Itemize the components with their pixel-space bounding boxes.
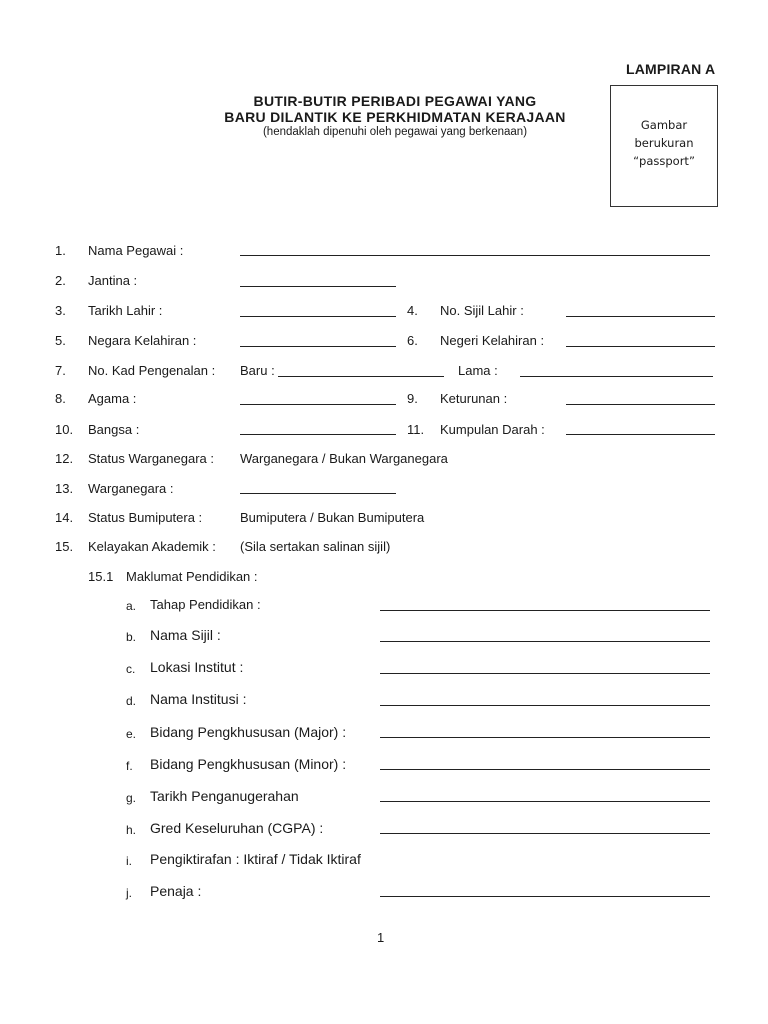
item-letter: f. xyxy=(126,759,133,773)
photo-box-line-1: Gambar xyxy=(640,118,688,132)
field-label-warganegara: Warganegara : xyxy=(88,481,174,496)
photo-box-line-3: “passport” xyxy=(633,154,695,168)
nama-pegawai-input-line[interactable] xyxy=(240,255,710,256)
tarikh-penganugerahan-input-line[interactable] xyxy=(380,801,710,802)
item-letter: a. xyxy=(126,599,137,613)
field-label-jantina: Jantina : xyxy=(88,273,138,288)
field-number: 11. xyxy=(407,422,425,437)
ic-lama-input-line[interactable] xyxy=(520,376,713,377)
kumpulan-darah-input-line[interactable] xyxy=(566,434,715,435)
field-label-negara-kelahiran: Negara Kelahiran : xyxy=(88,333,197,348)
item-label-gred-keseluruhan: Gred Keseluruhan (CGPA) : xyxy=(150,820,324,836)
field-number: 9. xyxy=(407,391,418,406)
field-number: 10. xyxy=(55,422,74,437)
field-number: 6. xyxy=(407,333,418,348)
field-label-nama-pegawai: Nama Pegawai : xyxy=(88,243,184,258)
form-title-line-2: BARU DILANTIK KE PERKHIDMATAN KERAJAAN xyxy=(224,109,566,125)
warganegara-input-line[interactable] xyxy=(240,493,396,494)
gred-keseluruhan-input-line[interactable] xyxy=(380,833,710,834)
field-label-negeri-kelahiran: Negeri Kelahiran : xyxy=(440,333,545,348)
field-label-kumpulan-darah: Kumpulan Darah : xyxy=(440,422,545,437)
item-letter: d. xyxy=(126,694,137,708)
form-subtitle: (hendaklah dipenuhi oleh pegawai yang berkenaan) xyxy=(262,126,528,138)
field-label-no-sijil-lahir: No. Sijil Lahir : xyxy=(440,303,524,318)
item-label-tarikh-penganugerahan: Tarikh Penganugerahan xyxy=(150,788,299,804)
ic-baru-input-line[interactable] xyxy=(278,376,444,377)
item-label-bidang-major: Bidang Pengkhususan (Major) : xyxy=(150,724,347,740)
field-number: 15. xyxy=(55,539,74,554)
photo-box-line-2: berukuran xyxy=(634,136,694,150)
ic-baru-label: Baru : xyxy=(240,363,275,378)
ic-lama-label: Lama : xyxy=(458,363,498,378)
bangsa-input-line[interactable] xyxy=(240,434,396,435)
field-number: 13. xyxy=(55,481,74,496)
appendix-label: LAMPIRAN A xyxy=(626,61,716,77)
item-letter: e. xyxy=(126,727,137,741)
item-label-bidang-minor: Bidang Pengkhususan (Minor) : xyxy=(150,756,347,772)
tahap-pendidikan-input-line[interactable] xyxy=(380,610,710,611)
form-title-block xyxy=(160,93,630,140)
section-label-maklumat-pendidikan: Maklumat Pendidikan : xyxy=(126,569,258,584)
field-label-tarikh-lahir: Tarikh Lahir : xyxy=(88,303,163,318)
field-label-status-warganegara: Status Warganegara : xyxy=(88,451,214,466)
jantina-input-line[interactable] xyxy=(240,286,396,287)
item-label-nama-sijil: Nama Sijil : xyxy=(150,627,221,643)
no-sijil-lahir-input-line[interactable] xyxy=(566,316,715,317)
field-label-kelayakan-akademik: Kelayakan Akademik : xyxy=(88,539,216,554)
item-letter: b. xyxy=(126,630,137,644)
form-title-line-1: BUTIR-BUTIR PERIBADI PEGAWAI YANG xyxy=(253,93,537,109)
negara-kelahiran-input-line[interactable] xyxy=(240,346,396,347)
field-number: 5. xyxy=(55,333,66,348)
item-label-pengiktirafan[interactable]: Pengiktirafan : Iktiraf / Tidak Iktiraf xyxy=(150,851,361,867)
nama-institusi-input-line[interactable] xyxy=(380,705,710,706)
status-bumiputera-options[interactable]: Bumiputera / Bukan Bumiputera xyxy=(240,510,425,525)
page-number: 1 xyxy=(377,930,385,945)
kelayakan-akademik-note: (Sila sertakan salinan sijil) xyxy=(240,539,391,554)
item-label-tahap-pendidikan: Tahap Pendidikan : xyxy=(150,597,261,612)
tarikh-lahir-input-line[interactable] xyxy=(240,316,396,317)
field-number: 3. xyxy=(55,303,66,318)
lokasi-institut-input-line[interactable] xyxy=(380,673,710,674)
item-label-nama-institusi: Nama Institusi : xyxy=(150,691,247,707)
field-label-agama: Agama : xyxy=(88,391,137,406)
negeri-kelahiran-input-line[interactable] xyxy=(566,346,715,347)
item-letter: g. xyxy=(126,791,137,805)
item-letter: c. xyxy=(126,662,136,676)
section-number: 15.1 xyxy=(88,569,114,584)
item-letter: j. xyxy=(126,886,132,900)
field-label-status-bumiputera: Status Bumiputera : xyxy=(88,510,203,525)
status-warganegara-options[interactable]: Warganegara / Bukan Warganegara xyxy=(240,451,448,466)
field-number: 7. xyxy=(55,363,66,378)
field-number: 1. xyxy=(55,243,66,258)
penaja-input-line[interactable] xyxy=(380,896,710,897)
item-label-penaja: Penaja : xyxy=(150,883,202,899)
bidang-minor-input-line[interactable] xyxy=(380,769,710,770)
item-letter: i. xyxy=(126,854,132,868)
item-label-lokasi-institut: Lokasi Institut : xyxy=(150,659,244,675)
nama-sijil-input-line[interactable] xyxy=(380,641,710,642)
field-number: 2. xyxy=(55,273,66,288)
passport-photo-box xyxy=(610,85,718,207)
item-letter: h. xyxy=(126,823,137,837)
field-number: 14. xyxy=(55,510,74,525)
keturunan-input-line[interactable] xyxy=(566,404,715,405)
field-label-bangsa: Bangsa : xyxy=(88,422,140,437)
field-label-no-kad-pengenalan: No. Kad Pengenalan : xyxy=(88,363,216,378)
bidang-major-input-line[interactable] xyxy=(380,737,710,738)
field-number: 8. xyxy=(55,391,66,406)
agama-input-line[interactable] xyxy=(240,404,396,405)
field-label-keturunan: Keturunan : xyxy=(440,391,508,406)
field-number: 12. xyxy=(55,451,74,466)
field-number: 4. xyxy=(407,303,418,318)
